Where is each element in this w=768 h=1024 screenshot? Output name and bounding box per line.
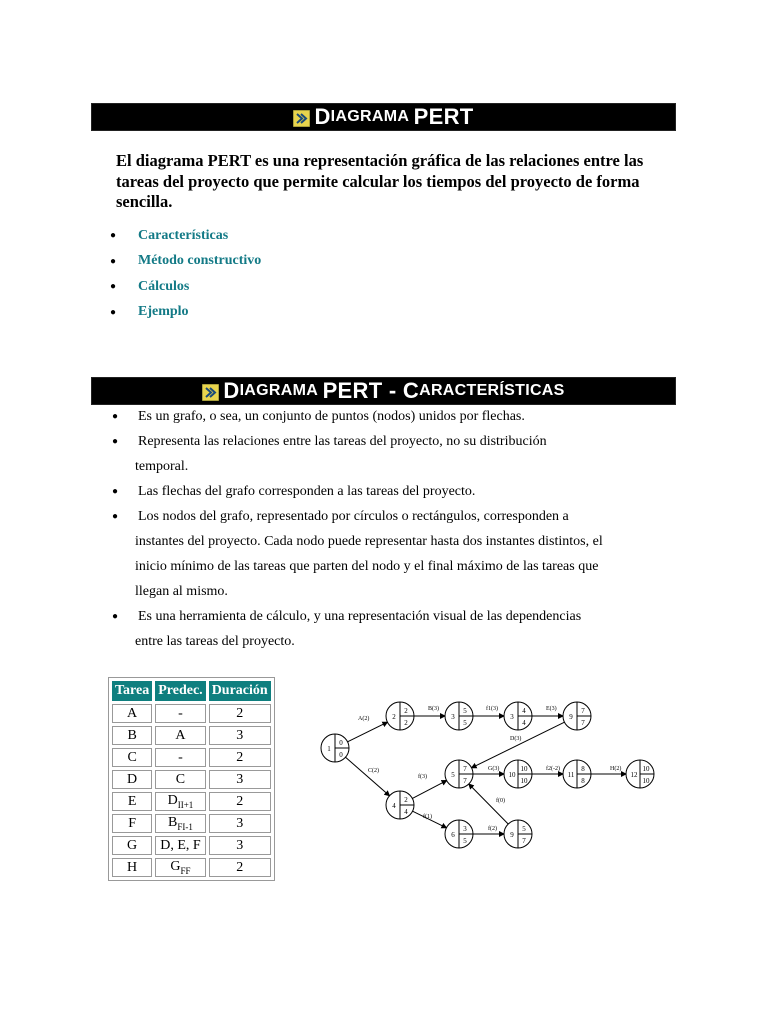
activity-label: f1(3)	[486, 706, 498, 712]
banner-title-rest: PERT	[413, 104, 474, 129]
pert-network-diagram	[318, 690, 663, 860]
col-header-tarea: Tarea	[112, 681, 152, 701]
activity-arrow	[469, 784, 508, 824]
tasks-table	[108, 677, 275, 881]
table-row	[112, 792, 271, 811]
bullet-icon: ●	[110, 230, 117, 242]
node-id: 2	[392, 713, 396, 721]
feature-item	[110, 604, 670, 654]
cell-duracion: 3	[209, 814, 271, 833]
cell-predec	[155, 770, 205, 789]
cell-duracion: 2	[209, 858, 271, 877]
pert-node	[563, 760, 591, 788]
node-id: 1	[327, 745, 331, 753]
bullet-icon: ●	[110, 255, 117, 267]
predec-subscript: FF	[180, 865, 191, 876]
bullet-icon: ●	[112, 486, 119, 497]
bullet-icon: ●	[112, 611, 119, 622]
cell-tarea: H	[112, 858, 152, 877]
node-early: 0	[339, 739, 343, 747]
banner-title-smallcaps2: ARACTERÍSTICAS	[419, 382, 565, 399]
node-late: 10	[642, 777, 650, 785]
node-late: 5	[463, 719, 467, 727]
activity-arrow	[412, 781, 446, 799]
node-id: 5	[451, 771, 455, 779]
cell-tarea: G	[112, 836, 152, 855]
banner-title-initial2: C	[402, 378, 420, 403]
cell-duracion: 3	[209, 836, 271, 855]
cell-predec	[155, 726, 205, 745]
intro-paragraph: El diagrama PERT es una representación gráfica de las relaciones entre las tareas del proyecto que permite calcular los tiempos del proyecto de forma sencilla.	[116, 151, 644, 211]
cell-tarea: D	[112, 770, 152, 789]
node-early: 8	[581, 765, 585, 773]
predec-value: C	[175, 771, 186, 787]
node-early: 2	[404, 707, 408, 715]
feature-text: Es una herramienta de cálculo, y una representación visual de las dependencias	[138, 609, 582, 624]
node-id: 4	[392, 802, 396, 810]
predec-subscript: II+1	[177, 799, 194, 810]
cell-duracion: 2	[209, 704, 271, 723]
node-late: 4	[522, 719, 526, 727]
cell-duracion: 2	[209, 748, 271, 767]
feature-item	[110, 404, 670, 429]
table-row	[112, 836, 271, 855]
pert-node	[445, 760, 473, 788]
cell-duracion: 3	[209, 770, 271, 789]
bullet-icon: ●	[112, 511, 119, 522]
cell-duracion: 2	[209, 792, 271, 811]
table-row	[112, 748, 271, 767]
features-list	[110, 404, 670, 654]
topic-link-label[interactable]: Cálculos	[138, 278, 190, 294]
cell-tarea: C	[112, 748, 152, 767]
node-late: 8	[581, 777, 585, 785]
topic-link-label[interactable]: Ejemplo	[138, 304, 189, 320]
node-early: 10	[642, 765, 650, 773]
activity-label: f(3)	[418, 774, 427, 780]
topic-link-label[interactable]: Método constructivo	[138, 253, 262, 269]
node-early: 7	[581, 707, 585, 715]
activity-label: f(0)	[496, 798, 505, 804]
node-id: 3	[451, 713, 455, 721]
node-id: 11	[567, 771, 575, 779]
activity-label: G(3)	[488, 766, 500, 772]
topic-link-item[interactable]	[110, 300, 261, 326]
pert-node	[504, 760, 532, 788]
bullet-icon: ●	[110, 306, 117, 318]
col-header-predec: Predec.	[155, 681, 205, 701]
node-early: 10	[520, 765, 528, 773]
feature-item	[110, 504, 670, 604]
activity-label: A(2)	[358, 716, 370, 722]
feature-text-continued: temporal.	[135, 459, 189, 474]
predec-value: A	[175, 727, 186, 743]
activity-arrow	[346, 757, 390, 796]
predec-subscript: FI-1	[177, 821, 193, 832]
topic-link-item[interactable]	[110, 249, 261, 275]
feature-text: Representa las relaciones entre las tareas del proyecto, no su distribución	[138, 434, 547, 449]
bullet-icon: ●	[112, 436, 119, 447]
node-id: 10	[508, 771, 516, 779]
node-early: 4	[522, 707, 526, 715]
feature-text: Los nodos del grafo, representado por círculos o rectángulos, corresponden a	[138, 509, 569, 524]
feature-text: Es un grafo, o sea, un conjunto de puntos (nodos) unidos por flechas.	[138, 409, 525, 424]
cell-predec	[155, 814, 205, 833]
col-header-duracion: Duración	[209, 681, 271, 701]
pert-node	[321, 734, 349, 762]
predec-value: D, E, F	[160, 837, 201, 853]
banner-title-smallcaps: IAGRAMA	[330, 108, 410, 125]
banner-title-initial: D	[314, 104, 331, 129]
cell-predec	[155, 704, 205, 723]
node-late: 7	[522, 837, 526, 845]
pert-node	[386, 702, 414, 730]
arrow-icon	[293, 110, 310, 127]
activity-label: f2(-2)	[546, 766, 560, 772]
feature-text-continued: llegan al mismo.	[135, 584, 228, 599]
predec-value: -	[178, 705, 183, 721]
section-banner-caracteristicas	[91, 377, 676, 405]
node-late: 7	[463, 777, 467, 785]
pert-node	[626, 760, 654, 788]
feature-text-continued: instantes del proyecto. Cada nodo puede representar hasta dos instantes distintos, el	[135, 534, 603, 549]
cell-duracion: 3	[209, 726, 271, 745]
pert-node	[504, 820, 532, 848]
node-id: 6	[451, 831, 455, 839]
predec-value: B	[168, 815, 178, 831]
banner-title-initial: D	[223, 378, 240, 403]
cell-predec	[155, 858, 205, 877]
node-id: 12	[630, 771, 638, 779]
bullet-icon: ●	[110, 281, 117, 293]
predec-value: D	[167, 793, 178, 809]
node-late: 2	[404, 719, 408, 727]
feature-text: Las flechas del grafo corresponden a las tareas del proyecto.	[138, 484, 476, 499]
topic-link-item[interactable]	[110, 274, 261, 300]
table-row	[112, 858, 271, 877]
cell-tarea: A	[112, 704, 152, 723]
banner-title-rest: PERT -	[322, 378, 403, 403]
node-id: 3	[510, 713, 514, 721]
node-late: 4	[404, 808, 408, 816]
activity-label: H(2)	[610, 766, 622, 772]
pert-node	[563, 702, 591, 730]
cell-predec	[155, 836, 205, 855]
activity-label: f(2)	[488, 826, 497, 832]
table-row	[112, 726, 271, 745]
node-early: 3	[463, 825, 467, 833]
node-id: 9	[569, 713, 573, 721]
feature-item	[110, 479, 670, 504]
topic-links	[110, 223, 261, 325]
node-late: 10	[520, 777, 528, 785]
node-late: 5	[463, 837, 467, 845]
cell-tarea: E	[112, 792, 152, 811]
predec-value: G	[170, 859, 181, 875]
activity-label: E(3)	[546, 706, 557, 712]
feature-item	[110, 429, 670, 479]
pert-node	[445, 702, 473, 730]
cell-tarea: B	[112, 726, 152, 745]
feature-text-continued: inicio mínimo de las tareas que parten del nodo y el final máximo de las tareas que	[135, 559, 599, 574]
table-row	[112, 770, 271, 789]
node-id: 9	[510, 831, 514, 839]
activity-label: C(2)	[368, 768, 379, 774]
pert-node	[504, 702, 532, 730]
node-early: 2	[404, 796, 408, 804]
topic-link-item[interactable]	[110, 223, 261, 249]
activity-label: f(1)	[423, 814, 432, 820]
node-early: 5	[522, 825, 526, 833]
node-early: 5	[463, 707, 467, 715]
topic-link-label[interactable]: Características	[138, 227, 229, 243]
activity-label: B(3)	[428, 706, 439, 712]
banner-title-smallcaps: IAGRAMA	[239, 382, 319, 399]
activity-arrow	[348, 722, 388, 742]
table-row	[112, 814, 271, 833]
node-late: 0	[339, 751, 343, 759]
table-row	[112, 704, 271, 723]
pert-node	[445, 820, 473, 848]
node-early: 7	[463, 765, 467, 773]
arrow-icon	[202, 384, 219, 401]
bullet-icon: ●	[112, 411, 119, 422]
cell-predec	[155, 792, 205, 811]
node-late: 7	[581, 719, 585, 727]
cell-predec	[155, 748, 205, 767]
feature-text-continued: entre las tareas del proyecto.	[135, 634, 295, 649]
activity-label: D(3)	[510, 736, 522, 742]
predec-value: -	[178, 749, 183, 765]
cell-tarea: F	[112, 814, 152, 833]
pert-node	[386, 791, 414, 819]
section-banner-pert	[91, 103, 676, 131]
